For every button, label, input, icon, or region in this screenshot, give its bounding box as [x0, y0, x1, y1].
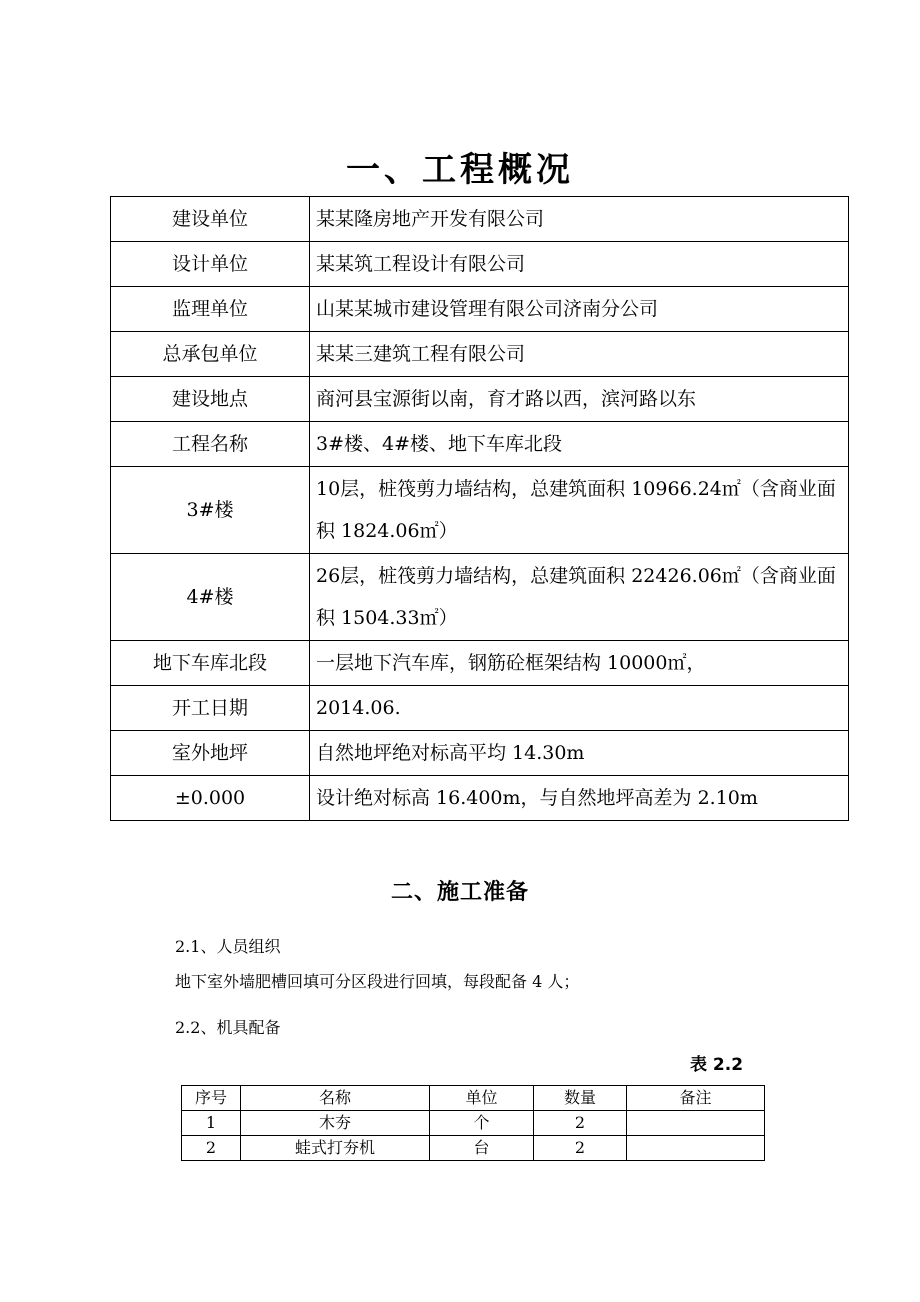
table-cell: 1 [182, 1111, 241, 1136]
table-row [111, 467, 849, 554]
row-label: 总承包单位 [111, 332, 310, 377]
table-cell: 木夯 [241, 1111, 430, 1136]
table-caption: 表 2.2 [690, 1055, 744, 1075]
row-label: ±0.000 [111, 776, 310, 821]
table-row [111, 554, 849, 641]
row-label: 4#楼 [111, 554, 310, 641]
row-value: 3#楼、4#楼、地下车库北段 [310, 422, 849, 467]
subsection-2-1-text: 地下室外墙肥槽回填可分区段进行回填，每段配备 4 人； [175, 972, 580, 991]
row-label: 3#楼 [111, 467, 310, 554]
section1-title: 一、工程概况 [346, 150, 574, 190]
table-cell: 2 [534, 1111, 627, 1136]
header-cell: 数量 [534, 1086, 627, 1111]
equipment-table [181, 1085, 765, 1161]
row-label: 建设地点 [111, 377, 310, 422]
table-row [111, 686, 849, 731]
section2-title: 二、施工准备 [390, 880, 529, 905]
table-row [111, 197, 849, 242]
row-value: 一层地下汽车库，钢筋砼框架结构 10000㎡， [310, 641, 849, 686]
table-cell [627, 1136, 765, 1161]
table-row [111, 377, 849, 422]
row-value: 某某筑工程设计有限公司 [310, 242, 849, 287]
table-row [111, 776, 849, 821]
table-row [111, 242, 849, 287]
table-cell [627, 1111, 765, 1136]
table-row [111, 731, 849, 776]
row-value: 商河县宝源街以南，育才路以西，滨河路以东 [310, 377, 849, 422]
row-label: 建设单位 [111, 197, 310, 242]
row-value: 自然地坪绝对标高平均 14.30m [310, 731, 849, 776]
subsection-2-1-heading: 2.1、人员组织 [175, 937, 281, 956]
row-value: 山某某城市建设管理有限公司济南分公司 [310, 287, 849, 332]
header-cell: 序号 [182, 1086, 241, 1111]
row-label: 开工日期 [111, 686, 310, 731]
table-row [111, 422, 849, 467]
table-row [182, 1111, 765, 1136]
row-value: 设计绝对标高 16.400m，与自然地坪高差为 2.10m [310, 776, 849, 821]
row-value: 2014.06. [310, 686, 849, 731]
subsection-2-2-heading: 2.2、机具配备 [175, 1018, 281, 1037]
header-cell: 备注 [627, 1086, 765, 1111]
table-cell: 蛙式打夯机 [241, 1136, 430, 1161]
row-label: 设计单位 [111, 242, 310, 287]
table-cell: 2 [182, 1136, 241, 1161]
row-label: 地下车库北段 [111, 641, 310, 686]
table-cell: 2 [534, 1136, 627, 1161]
row-label: 室外地坪 [111, 731, 310, 776]
row-value: 某某三建筑工程有限公司 [310, 332, 849, 377]
row-label: 工程名称 [111, 422, 310, 467]
header-cell: 单位 [430, 1086, 534, 1111]
project-overview-table [110, 196, 849, 821]
row-label: 监理单位 [111, 287, 310, 332]
row-value: 26层，桩筏剪力墙结构，总建筑面积 22426.06㎡（含商业面积 1504.33㎡） [310, 554, 849, 641]
table-row [111, 332, 849, 377]
table-header-row [182, 1086, 765, 1111]
row-value: 某某隆房地产开发有限公司 [310, 197, 849, 242]
table-row [111, 287, 849, 332]
header-cell: 名称 [241, 1086, 430, 1111]
row-value: 10层，桩筏剪力墙结构，总建筑面积 10966.24㎡（含商业面积 1824.06㎡） [310, 467, 849, 554]
table-row [182, 1136, 765, 1161]
table-cell: 个 [430, 1111, 534, 1136]
table-row [111, 641, 849, 686]
table-cell: 台 [430, 1136, 534, 1161]
